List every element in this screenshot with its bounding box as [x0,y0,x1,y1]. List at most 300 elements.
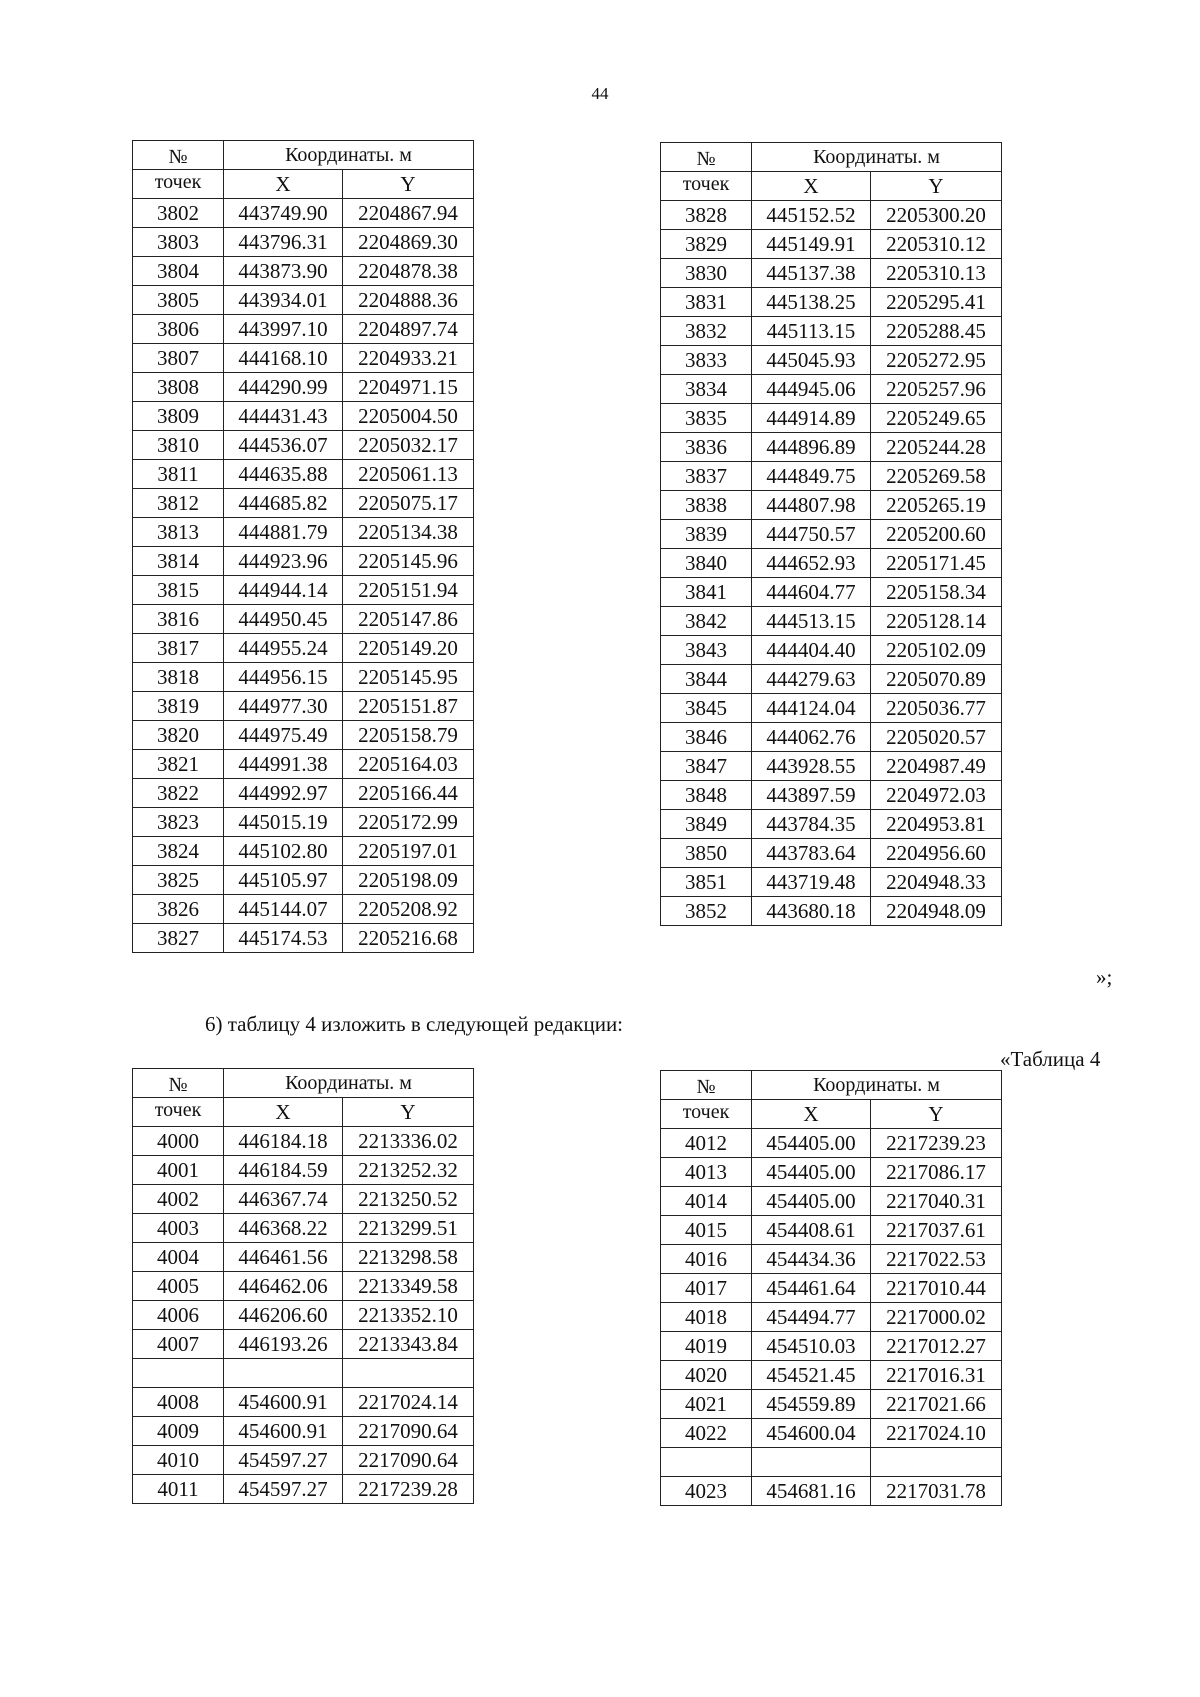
table-row [133,286,474,315]
table-row [133,489,474,518]
point-number-cell: 3815 [133,576,224,605]
point-number-cell: 4017 [661,1274,752,1303]
point-number-cell: 4001 [133,1156,224,1185]
point-number-cell: 3823 [133,808,224,837]
x-coordinate-cell: 454597.27 [224,1446,343,1475]
point-number-cell: 3846 [661,723,752,752]
point-number-cell: 4018 [661,1303,752,1332]
header-row [661,143,1002,172]
table-row [133,1185,474,1214]
x-coordinate-cell: 443897.59 [752,781,871,810]
x-coordinate-cell: 445015.19 [224,808,343,837]
y-coordinate-cell: 2205172.99 [343,808,474,837]
x-coordinate-cell: 444062.76 [752,723,871,752]
table-row [661,317,1002,346]
y-coordinate-cell: 2205216.68 [343,924,474,953]
x-coordinate-cell: 446184.59 [224,1156,343,1185]
table-row [133,199,474,228]
y-coordinate-cell: 2204948.09 [871,897,1002,926]
x-coordinate-cell: 444635.88 [224,460,343,489]
header-coordinates: Координаты. м [752,1071,1002,1100]
table-row [661,1245,1002,1274]
y-coordinate-cell: 2204972.03 [871,781,1002,810]
table-row [661,1158,1002,1187]
x-coordinate-cell: 445144.07 [224,895,343,924]
y-coordinate-cell: 2217090.64 [343,1446,474,1475]
y-coordinate-cell: 2204987.49 [871,752,1002,781]
y-coordinate-cell: 2205310.12 [871,230,1002,259]
table-row [133,1446,474,1475]
y-coordinate-cell: 2204897.74 [343,315,474,344]
table-row [661,491,1002,520]
table-row [133,779,474,808]
x-coordinate-cell: 443784.35 [752,810,871,839]
y-coordinate-cell: 2205208.92 [343,895,474,924]
table-row [661,1274,1002,1303]
table-row [661,810,1002,839]
point-number-cell: 3804 [133,257,224,286]
y-coordinate-cell: 2205200.60 [871,520,1002,549]
point-number-cell: 3817 [133,634,224,663]
x-coordinate-cell: 444168.10 [224,344,343,373]
table-row [133,431,474,460]
point-number-cell: 3834 [661,375,752,404]
y-coordinate-cell: 2205147.86 [343,605,474,634]
y-coordinate-cell: 2205102.09 [871,636,1002,665]
point-number-cell: 3851 [661,868,752,897]
table-row [133,315,474,344]
point-number-cell: 3821 [133,750,224,779]
point-number-cell: 3810 [133,431,224,460]
point-number-cell: 3811 [133,460,224,489]
x-coordinate-cell: 454494.77 [752,1303,871,1332]
x-coordinate-cell: 446367.74 [224,1185,343,1214]
point-number-cell: 3833 [661,346,752,375]
point-number-cell: 4002 [133,1185,224,1214]
table-row [661,897,1002,926]
point-number-cell: 4016 [661,1245,752,1274]
coordinates-table-1-right [660,142,1002,926]
table-row [133,1301,474,1330]
y-coordinate-cell: 2205070.89 [871,665,1002,694]
x-coordinate-cell: 444923.96 [224,547,343,576]
x-coordinate-cell: 454521.45 [752,1361,871,1390]
point-number-cell: 4003 [133,1214,224,1243]
header-row [661,172,1002,201]
table-row [661,346,1002,375]
header-x: X [752,1100,871,1129]
x-coordinate-cell: 444404.40 [752,636,871,665]
header-y: Y [871,1100,1002,1129]
x-coordinate-cell: 445137.38 [752,259,871,288]
point-number-cell: 4005 [133,1272,224,1301]
x-coordinate-cell: 444914.89 [752,404,871,433]
x-coordinate-cell: 454597.27 [224,1475,343,1504]
point-number-cell: 3807 [133,344,224,373]
table-row [661,259,1002,288]
x-coordinate-cell: 445102.80 [224,837,343,866]
table-row [661,694,1002,723]
y-coordinate-cell: 2217090.64 [343,1417,474,1446]
x-coordinate-cell: 454405.00 [752,1129,871,1158]
table-row [661,1390,1002,1419]
header-y: Y [343,170,474,199]
x-coordinate-cell [224,1359,343,1388]
y-coordinate-cell: 2205166.44 [343,779,474,808]
x-coordinate-cell: 445174.53 [224,924,343,953]
x-coordinate-cell [752,1448,871,1477]
point-number-cell: 3820 [133,721,224,750]
y-coordinate-cell: 2205145.95 [343,663,474,692]
x-coordinate-cell: 444536.07 [224,431,343,460]
header-row [133,1098,474,1127]
point-number-cell: 3850 [661,839,752,868]
point-number-cell: 3824 [133,837,224,866]
x-coordinate-cell: 444881.79 [224,518,343,547]
point-number-cell [133,1359,224,1388]
x-coordinate-cell: 445105.97 [224,866,343,895]
y-coordinate-cell: 2205036.77 [871,694,1002,723]
table-row [661,201,1002,230]
y-coordinate-cell: 2217024.10 [871,1419,1002,1448]
y-coordinate-cell: 2217022.53 [871,1245,1002,1274]
y-coordinate-cell: 2217012.27 [871,1332,1002,1361]
point-number-cell: 3836 [661,433,752,462]
header-row [133,141,474,170]
x-coordinate-cell: 444975.49 [224,721,343,750]
x-coordinate-cell: 446206.60 [224,1301,343,1330]
y-coordinate-cell: 2217000.02 [871,1303,1002,1332]
x-coordinate-cell: 446368.22 [224,1214,343,1243]
table-row [661,723,1002,752]
x-coordinate-cell: 444945.06 [752,375,871,404]
header-points: точек [661,1100,752,1129]
x-coordinate-cell: 443749.90 [224,199,343,228]
x-coordinate-cell: 443997.10 [224,315,343,344]
y-coordinate-cell: 2205197.01 [343,837,474,866]
x-coordinate-cell: 444992.97 [224,779,343,808]
point-number-cell: 3816 [133,605,224,634]
table-row [661,549,1002,578]
y-coordinate-cell: 2205158.79 [343,721,474,750]
point-number-cell: 3852 [661,897,752,926]
x-coordinate-cell: 445045.93 [752,346,871,375]
header-number-sign: № [661,143,752,172]
point-number-cell: 3813 [133,518,224,547]
table-row [133,1417,474,1446]
x-coordinate-cell: 444944.14 [224,576,343,605]
y-coordinate-cell: 2204971.15 [343,373,474,402]
point-number-cell: 3849 [661,810,752,839]
table-row [133,1388,474,1417]
y-coordinate-cell: 2213250.52 [343,1185,474,1214]
x-coordinate-cell: 454600.91 [224,1417,343,1446]
point-number-cell: 3845 [661,694,752,723]
table-row [661,1187,1002,1216]
closing-quote: »; [1096,965,1113,989]
point-number-cell: 3822 [133,779,224,808]
y-coordinate-cell: 2204956.60 [871,839,1002,868]
x-coordinate-cell: 444431.43 [224,402,343,431]
y-coordinate-cell: 2205310.13 [871,259,1002,288]
x-coordinate-cell: 444685.82 [224,489,343,518]
y-coordinate-cell: 2205265.19 [871,491,1002,520]
point-number-cell: 3825 [133,866,224,895]
table-row [661,1303,1002,1332]
point-number-cell: 3802 [133,199,224,228]
x-coordinate-cell: 444750.57 [752,520,871,549]
point-number-cell: 3803 [133,228,224,257]
point-number-cell: 3832 [661,317,752,346]
y-coordinate-cell: 2205300.20 [871,201,1002,230]
table-row [133,576,474,605]
y-coordinate-cell: 2205272.95 [871,346,1002,375]
table-row [133,1475,474,1504]
table-row [133,344,474,373]
table-row [133,257,474,286]
point-number-cell: 4015 [661,1216,752,1245]
table-row [133,1243,474,1272]
table-row [133,895,474,924]
point-number-cell: 4020 [661,1361,752,1390]
point-number-cell: 4007 [133,1330,224,1359]
point-number-cell: 3806 [133,315,224,344]
page-number: 44 [591,84,609,103]
table-row [133,750,474,779]
point-number-cell: 4021 [661,1390,752,1419]
table-row [661,230,1002,259]
point-number-cell: 4014 [661,1187,752,1216]
y-coordinate-cell: 2205145.96 [343,547,474,576]
table-row [661,752,1002,781]
y-coordinate-cell: 2217037.61 [871,1216,1002,1245]
x-coordinate-cell: 444991.38 [224,750,343,779]
table-row [133,837,474,866]
x-coordinate-cell: 444604.77 [752,578,871,607]
y-coordinate-cell: 2204933.21 [343,344,474,373]
point-number-cell: 3839 [661,520,752,549]
point-number-cell: 3814 [133,547,224,576]
x-coordinate-cell: 443928.55 [752,752,871,781]
table-row [661,404,1002,433]
point-number-cell: 3843 [661,636,752,665]
y-coordinate-cell: 2205198.09 [343,866,474,895]
header-row [133,1069,474,1098]
table-row [133,402,474,431]
table-row [661,1332,1002,1361]
table-row [133,721,474,750]
point-number-cell: 4000 [133,1127,224,1156]
x-coordinate-cell: 454434.36 [752,1245,871,1274]
y-coordinate-cell: 2205151.94 [343,576,474,605]
point-number-cell: 4008 [133,1388,224,1417]
point-number-cell: 3835 [661,404,752,433]
x-coordinate-cell: 445152.52 [752,201,871,230]
x-coordinate-cell: 443934.01 [224,286,343,315]
y-coordinate-cell: 2205151.87 [343,692,474,721]
y-coordinate-cell: 2205244.28 [871,433,1002,462]
x-coordinate-cell: 454681.16 [752,1477,871,1506]
table-row [133,547,474,576]
y-coordinate-cell: 2217040.31 [871,1187,1002,1216]
header-coordinates: Координаты. м [752,143,1002,172]
header-number-sign: № [133,1069,224,1098]
point-number-cell: 4004 [133,1243,224,1272]
point-number-cell: 3828 [661,201,752,230]
y-coordinate-cell: 2217010.44 [871,1274,1002,1303]
x-coordinate-cell: 454408.61 [752,1216,871,1245]
point-number-cell: 4013 [661,1158,752,1187]
y-coordinate-cell: 2217031.78 [871,1477,1002,1506]
y-coordinate-cell: 2205288.45 [871,317,1002,346]
y-coordinate-cell: 2217024.14 [343,1388,474,1417]
table-row [133,1127,474,1156]
x-coordinate-cell: 446462.06 [224,1272,343,1301]
x-coordinate-cell: 454600.91 [224,1388,343,1417]
header-y: Y [343,1098,474,1127]
y-coordinate-cell: 2205134.38 [343,518,474,547]
y-coordinate-cell: 2205020.57 [871,723,1002,752]
x-coordinate-cell: 443680.18 [752,897,871,926]
y-coordinate-cell: 2205061.13 [343,460,474,489]
table-row [133,692,474,721]
y-coordinate-cell: 2205171.45 [871,549,1002,578]
table-row [661,1448,1002,1477]
x-coordinate-cell: 444513.15 [752,607,871,636]
y-coordinate-cell: 2217239.28 [343,1475,474,1504]
header-row [133,170,474,199]
y-coordinate-cell: 2217239.23 [871,1129,1002,1158]
x-coordinate-cell: 444977.30 [224,692,343,721]
y-coordinate-cell: 2204888.36 [343,286,474,315]
y-coordinate-cell: 2205128.14 [871,607,1002,636]
x-coordinate-cell: 443796.31 [224,228,343,257]
header-number-sign: № [661,1071,752,1100]
x-coordinate-cell: 454600.04 [752,1419,871,1448]
y-coordinate-cell: 2205032.17 [343,431,474,460]
point-number-cell: 3805 [133,286,224,315]
x-coordinate-cell: 443873.90 [224,257,343,286]
point-number-cell: 3841 [661,578,752,607]
x-coordinate-cell: 454510.03 [752,1332,871,1361]
x-coordinate-cell: 446184.18 [224,1127,343,1156]
table-row [661,665,1002,694]
table-row [133,1272,474,1301]
table-row [661,1477,1002,1506]
table-row [661,288,1002,317]
point-number-cell: 4009 [133,1417,224,1446]
y-coordinate-cell: 2205004.50 [343,402,474,431]
table-row [133,373,474,402]
y-coordinate-cell: 2204869.30 [343,228,474,257]
x-coordinate-cell: 446461.56 [224,1243,343,1272]
point-number-cell: 3848 [661,781,752,810]
header-y: Y [871,172,1002,201]
point-number-cell: 3808 [133,373,224,402]
point-number-cell [661,1448,752,1477]
x-coordinate-cell: 444652.93 [752,549,871,578]
y-coordinate-cell [343,1359,474,1388]
y-coordinate-cell: 2213352.10 [343,1301,474,1330]
table-row [133,1359,474,1388]
table-row [661,1361,1002,1390]
point-number-cell: 4006 [133,1301,224,1330]
y-coordinate-cell: 2213336.02 [343,1127,474,1156]
point-number-cell: 3831 [661,288,752,317]
point-number-cell: 3837 [661,462,752,491]
table-row [133,1156,474,1185]
y-coordinate-cell: 2204867.94 [343,199,474,228]
table-row [133,1214,474,1243]
point-number-cell: 3809 [133,402,224,431]
y-coordinate-cell: 2213343.84 [343,1330,474,1359]
y-coordinate-cell: 2205075.17 [343,489,474,518]
table-row [133,228,474,257]
table-row [661,839,1002,868]
point-number-cell: 4023 [661,1477,752,1506]
y-coordinate-cell: 2217086.17 [871,1158,1002,1187]
table-row [133,924,474,953]
point-number-cell: 3826 [133,895,224,924]
table-row [661,375,1002,404]
point-number-cell: 3844 [661,665,752,694]
header-x: X [224,170,343,199]
y-coordinate-cell: 2213299.51 [343,1214,474,1243]
point-number-cell: 3830 [661,259,752,288]
y-coordinate-cell: 2205269.58 [871,462,1002,491]
table-row [133,808,474,837]
x-coordinate-cell: 443783.64 [752,839,871,868]
table-row [661,578,1002,607]
x-coordinate-cell: 444807.98 [752,491,871,520]
x-coordinate-cell: 444124.04 [752,694,871,723]
x-coordinate-cell: 445149.91 [752,230,871,259]
y-coordinate-cell: 2205257.96 [871,375,1002,404]
x-coordinate-cell: 443719.48 [752,868,871,897]
table-row [133,605,474,634]
y-coordinate-cell: 2205158.34 [871,578,1002,607]
table-row [133,866,474,895]
point-number-cell: 3818 [133,663,224,692]
y-coordinate-cell: 2205295.41 [871,288,1002,317]
point-number-cell: 4012 [661,1129,752,1158]
y-coordinate-cell: 2205149.20 [343,634,474,663]
table-row [133,518,474,547]
header-row [661,1071,1002,1100]
x-coordinate-cell: 454405.00 [752,1187,871,1216]
table-row [661,636,1002,665]
point-number-cell: 4011 [133,1475,224,1504]
point-number-cell: 3819 [133,692,224,721]
table-caption: «Таблица 4 [1000,1047,1101,1071]
table-row [661,1129,1002,1158]
y-coordinate-cell: 2205164.03 [343,750,474,779]
y-coordinate-cell: 2213349.58 [343,1272,474,1301]
y-coordinate-cell: 2204953.81 [871,810,1002,839]
point-number-cell: 3838 [661,491,752,520]
instruction-text: 6) таблицу 4 изложить в следующей редакции: [205,1012,624,1036]
y-coordinate-cell: 2213252.32 [343,1156,474,1185]
header-row [661,1100,1002,1129]
coordinates-table-2-left [132,1068,474,1504]
header-number-sign: № [133,141,224,170]
x-coordinate-cell: 444896.89 [752,433,871,462]
header-coordinates: Координаты. м [224,1069,474,1098]
header-x: X [224,1098,343,1127]
point-number-cell: 4010 [133,1446,224,1475]
point-number-cell: 3827 [133,924,224,953]
table-row [661,433,1002,462]
